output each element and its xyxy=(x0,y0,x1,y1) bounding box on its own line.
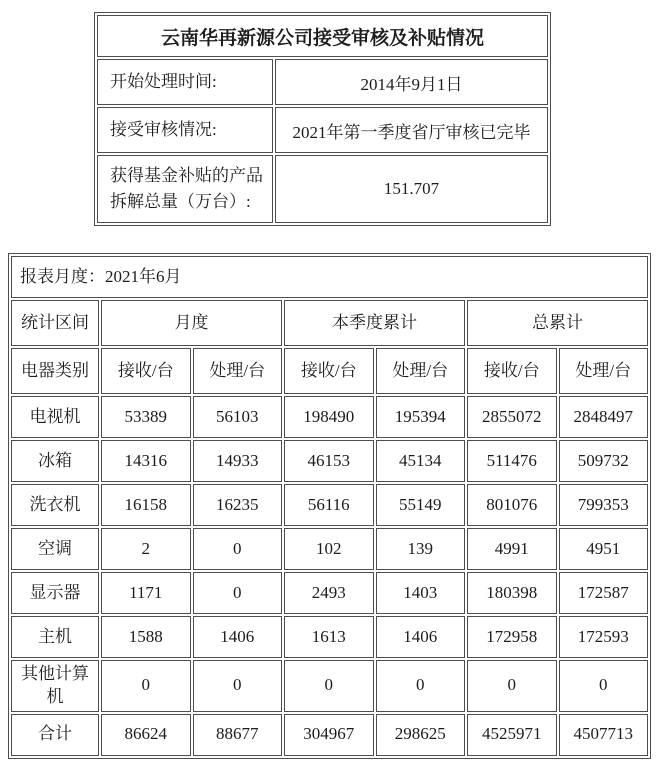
group-header-month: 月度 xyxy=(101,300,282,346)
row-category-label: 洗衣机 xyxy=(11,484,99,526)
dismantle-total-value: 151.707 xyxy=(275,155,548,223)
data-cell: 4991 xyxy=(467,528,557,570)
data-cell: 0 xyxy=(376,660,466,712)
data-cell: 0 xyxy=(284,660,374,712)
data-cell: 102 xyxy=(284,528,374,570)
group-header-quarter: 本季度累计 xyxy=(284,300,465,346)
category-corner-label: 电器类别 xyxy=(11,348,99,394)
table-row xyxy=(97,15,548,57)
stat-range-corner-label: 统计区间 xyxy=(11,300,99,346)
data-cell: 511476 xyxy=(467,440,557,482)
data-cell: 4951 xyxy=(559,528,649,570)
column-header: 处理/台 xyxy=(376,348,466,394)
monthly-report-table xyxy=(8,253,651,759)
table-row-aircon xyxy=(11,528,648,570)
audit-status-label: 接受审核情况: xyxy=(97,107,273,153)
data-cell: 1406 xyxy=(193,616,283,658)
data-cell: 2855072 xyxy=(467,396,557,438)
table-row xyxy=(97,155,548,223)
data-cell: 139 xyxy=(376,528,466,570)
subsidy-info-table xyxy=(94,12,551,226)
data-cell: 0 xyxy=(193,572,283,614)
row-category-label: 电视机 xyxy=(11,396,99,438)
data-cell: 14316 xyxy=(101,440,191,482)
table-row xyxy=(11,256,648,298)
table-row xyxy=(11,348,648,394)
page-title: 云南华再新源公司接受审核及补贴情况 xyxy=(97,15,548,57)
data-cell: 0 xyxy=(193,528,283,570)
data-cell: 195394 xyxy=(376,396,466,438)
data-cell: 801076 xyxy=(467,484,557,526)
data-cell: 2848497 xyxy=(559,396,649,438)
data-cell: 14933 xyxy=(193,440,283,482)
column-header: 接收/台 xyxy=(467,348,557,394)
data-cell: 509732 xyxy=(559,440,649,482)
row-category-label: 合计 xyxy=(11,714,99,756)
data-cell: 46153 xyxy=(284,440,374,482)
data-cell: 4525971 xyxy=(467,714,557,756)
row-category-label: 其他计算机 xyxy=(11,660,99,712)
data-cell: 1613 xyxy=(284,616,374,658)
table-row xyxy=(11,300,648,346)
audit-status-value: 2021年第一季度省厅审核已完毕 xyxy=(275,107,548,153)
data-cell: 0 xyxy=(559,660,649,712)
data-cell: 0 xyxy=(467,660,557,712)
data-cell: 0 xyxy=(193,660,283,712)
dismantle-total-label: 获得基金补贴的产品拆解总量（万台）: xyxy=(97,155,273,223)
start-time-label: 开始处理时间: xyxy=(97,59,273,105)
table-row xyxy=(97,59,548,105)
data-cell: 86624 xyxy=(101,714,191,756)
data-cell: 198490 xyxy=(284,396,374,438)
data-cell: 4507713 xyxy=(559,714,649,756)
data-cell: 56103 xyxy=(193,396,283,438)
data-cell: 88677 xyxy=(193,714,283,756)
data-cell: 56116 xyxy=(284,484,374,526)
data-cell: 0 xyxy=(101,660,191,712)
column-header: 接收/台 xyxy=(284,348,374,394)
data-cell: 799353 xyxy=(559,484,649,526)
table-row-tv xyxy=(11,396,648,438)
column-header: 处理/台 xyxy=(193,348,283,394)
row-category-label: 冰箱 xyxy=(11,440,99,482)
data-cell: 53389 xyxy=(101,396,191,438)
data-cell: 1403 xyxy=(376,572,466,614)
table-row-host xyxy=(11,616,648,658)
data-cell: 2 xyxy=(101,528,191,570)
data-cell: 180398 xyxy=(467,572,557,614)
data-cell: 45134 xyxy=(376,440,466,482)
data-cell: 1406 xyxy=(376,616,466,658)
table-row-fridge xyxy=(11,440,648,482)
table-row-monitor xyxy=(11,572,648,614)
data-cell: 298625 xyxy=(376,714,466,756)
data-cell: 1171 xyxy=(101,572,191,614)
data-cell: 304967 xyxy=(284,714,374,756)
data-cell: 1588 xyxy=(101,616,191,658)
column-header: 处理/台 xyxy=(559,348,649,394)
row-category-label: 主机 xyxy=(11,616,99,658)
table-row-washer xyxy=(11,484,648,526)
column-header: 接收/台 xyxy=(101,348,191,394)
table-row xyxy=(97,107,548,153)
start-time-value: 2014年9月1日 xyxy=(275,59,548,105)
data-cell: 55149 xyxy=(376,484,466,526)
report-period-label: 报表月度：2021年6月 xyxy=(11,256,648,298)
data-cell: 172593 xyxy=(559,616,649,658)
data-cell: 16235 xyxy=(193,484,283,526)
table-row-other-computer xyxy=(11,660,648,712)
data-cell: 172587 xyxy=(559,572,649,614)
row-category-label: 空调 xyxy=(11,528,99,570)
group-header-total: 总累计 xyxy=(467,300,648,346)
data-cell: 2493 xyxy=(284,572,374,614)
row-category-label: 显示器 xyxy=(11,572,99,614)
data-cell: 16158 xyxy=(101,484,191,526)
data-cell: 172958 xyxy=(467,616,557,658)
